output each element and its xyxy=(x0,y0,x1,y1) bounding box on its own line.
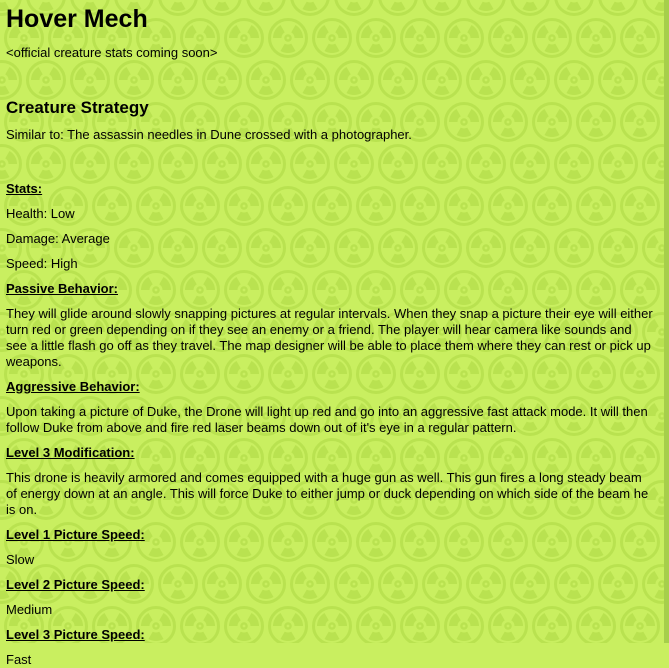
stat-speed: Speed: High xyxy=(6,256,78,272)
level2-picture-speed-heading: Level 2 Picture Speed: xyxy=(6,577,145,593)
stat-damage: Damage: Average xyxy=(6,231,110,247)
aggressive-behavior-heading: Aggressive Behavior: xyxy=(6,379,140,395)
level1-picture-speed-heading: Level 1 Picture Speed: xyxy=(6,527,145,543)
creature-strategy-heading: Creature Strategy xyxy=(6,98,149,117)
similar-to-line: Similar to: The assassin needles in Dune crossed with a photographer. xyxy=(6,127,412,143)
page-title: Hover Mech xyxy=(6,5,148,33)
stats-heading: Stats: xyxy=(6,181,43,197)
passive-behavior-text: They will glide around slowly snapping pictures at regular intervals. When they snap a picture their eye will either turn red or green depending on if they see an enemy or a friend. The player will hear camera like sounds and see a little flash go off as they travel. The map designer will be able to place them where they can rest or pick up weapons. xyxy=(6,306,653,370)
level3-picture-speed-value: Fast xyxy=(6,652,32,668)
stat-health: Health: Low xyxy=(6,206,75,222)
level3-modification-text: This drone is heavily armored and comes equipped with a huge gun as well. This gun fires a long steady beam of energy down at an angle. This will force Duke to either jump or duck depending on which side of the beam he is on. xyxy=(6,470,649,518)
level3-modification-heading: Level 3 Modification: xyxy=(6,445,135,461)
level3-picture-speed-heading: Level 3 Picture Speed: xyxy=(6,627,145,643)
level1-picture-speed-value: Slow xyxy=(6,552,35,568)
official-stats-note: <official creature stats coming soon> xyxy=(6,45,218,60)
passive-behavior-heading: Passive Behavior: xyxy=(6,281,119,297)
aggressive-behavior-text: Upon taking a picture of Duke, the Drone will light up red and go into an aggressive fast attack mode. It will then follow Duke from above and fire red laser beams down out of it's eye in a regular pattern. xyxy=(6,404,648,436)
level2-picture-speed-value: Medium xyxy=(6,602,53,618)
